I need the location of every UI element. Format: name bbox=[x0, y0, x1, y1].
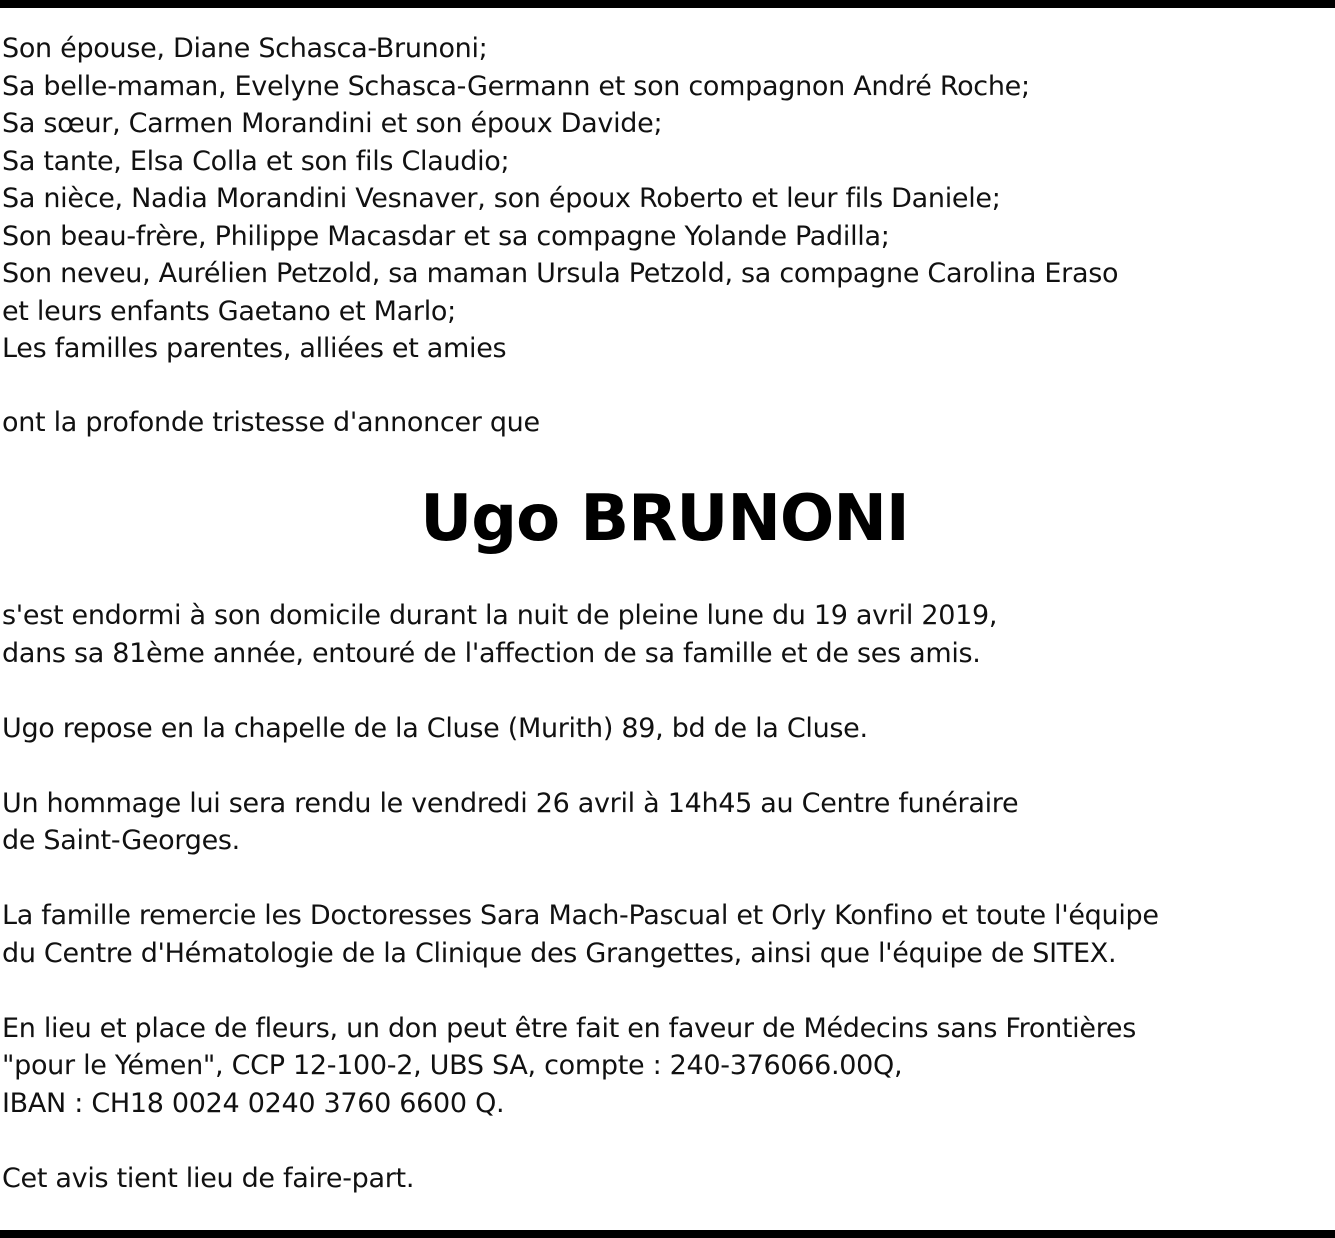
death-line: dans sa 81ème année, entouré de l'affection de sa famille et de ses amis. bbox=[2, 637, 981, 669]
donation-line: En lieu et place de fleurs, un don peut être fait en faveur de Médecins sans Frontières bbox=[2, 1012, 1136, 1044]
hommage-line: Un hommage lui sera rendu le vendredi 26 avril à 14h45 au Centre funéraire bbox=[2, 787, 1019, 819]
family-line: et leurs enfants Gaetano et Marlo; bbox=[2, 295, 456, 327]
family-line: Sa sœur, Carmen Morandini et son époux Davide; bbox=[2, 108, 663, 139]
hommage-paragraph bbox=[2, 785, 1327, 860]
family-line: Son épouse, Diane Schasca-Brunoni; bbox=[2, 33, 488, 64]
family-line: Sa belle-maman, Evelyne Schasca-Germann et son compagnon André Roche; bbox=[2, 70, 1030, 102]
death-line: s'est endormi à son domicile durant la nuit de pleine lune du 19 avril 2019, bbox=[2, 600, 998, 631]
repose-text: Ugo repose en la chapelle de la Cluse (Murith) 89, bd de la Cluse. bbox=[2, 712, 868, 744]
donation-paragraph bbox=[2, 1010, 1327, 1123]
family-line: Son neveu, Aurélien Petzold, sa maman Ursula Petzold, sa compagne Carolina Eraso bbox=[2, 258, 1119, 289]
family-list bbox=[2, 30, 1327, 368]
thanks-line: du Centre d'Hématologie de la Clinique des Grangettes, ainsi que l'équipe de SITEX. bbox=[2, 937, 1117, 969]
deceased-name: Ugo BRUNONI bbox=[420, 482, 909, 556]
donation-line: IBAN : CH18 0024 0240 3760 6600 Q. bbox=[2, 1087, 505, 1119]
donation-line: "pour le Yémen", CCP 12-100-2, UBS SA, compte : 240-376066.00Q, bbox=[2, 1050, 903, 1081]
announcement-text: ont la profonde tristesse d'annoncer que bbox=[2, 406, 540, 438]
hommage-line: de Saint-Georges. bbox=[2, 825, 240, 856]
family-line: Son beau-frère, Philippe Macasdar et sa compagne Yolande Padilla; bbox=[2, 220, 890, 252]
thanks-paragraph bbox=[2, 897, 1327, 972]
family-line: Les familles parentes, alliées et amies bbox=[2, 333, 507, 364]
closing-text: Cet avis tient lieu de faire-part. bbox=[2, 1162, 415, 1194]
family-line: Sa nièce, Nadia Morandini Vesnaver, son époux Roberto et leur fils Daniele; bbox=[2, 183, 1001, 214]
top-border-rule bbox=[0, 0, 1335, 8]
bottom-border-rule bbox=[0, 1230, 1335, 1238]
obituary-notice bbox=[2, 30, 1327, 1197]
family-line: Sa tante, Elsa Colla et son fils Claudio; bbox=[2, 145, 510, 177]
thanks-line: La famille remercie les Doctoresses Sara Mach-Pascual et Orly Konfino et toute l'équipe bbox=[2, 900, 1159, 931]
death-paragraph bbox=[2, 597, 1327, 672]
